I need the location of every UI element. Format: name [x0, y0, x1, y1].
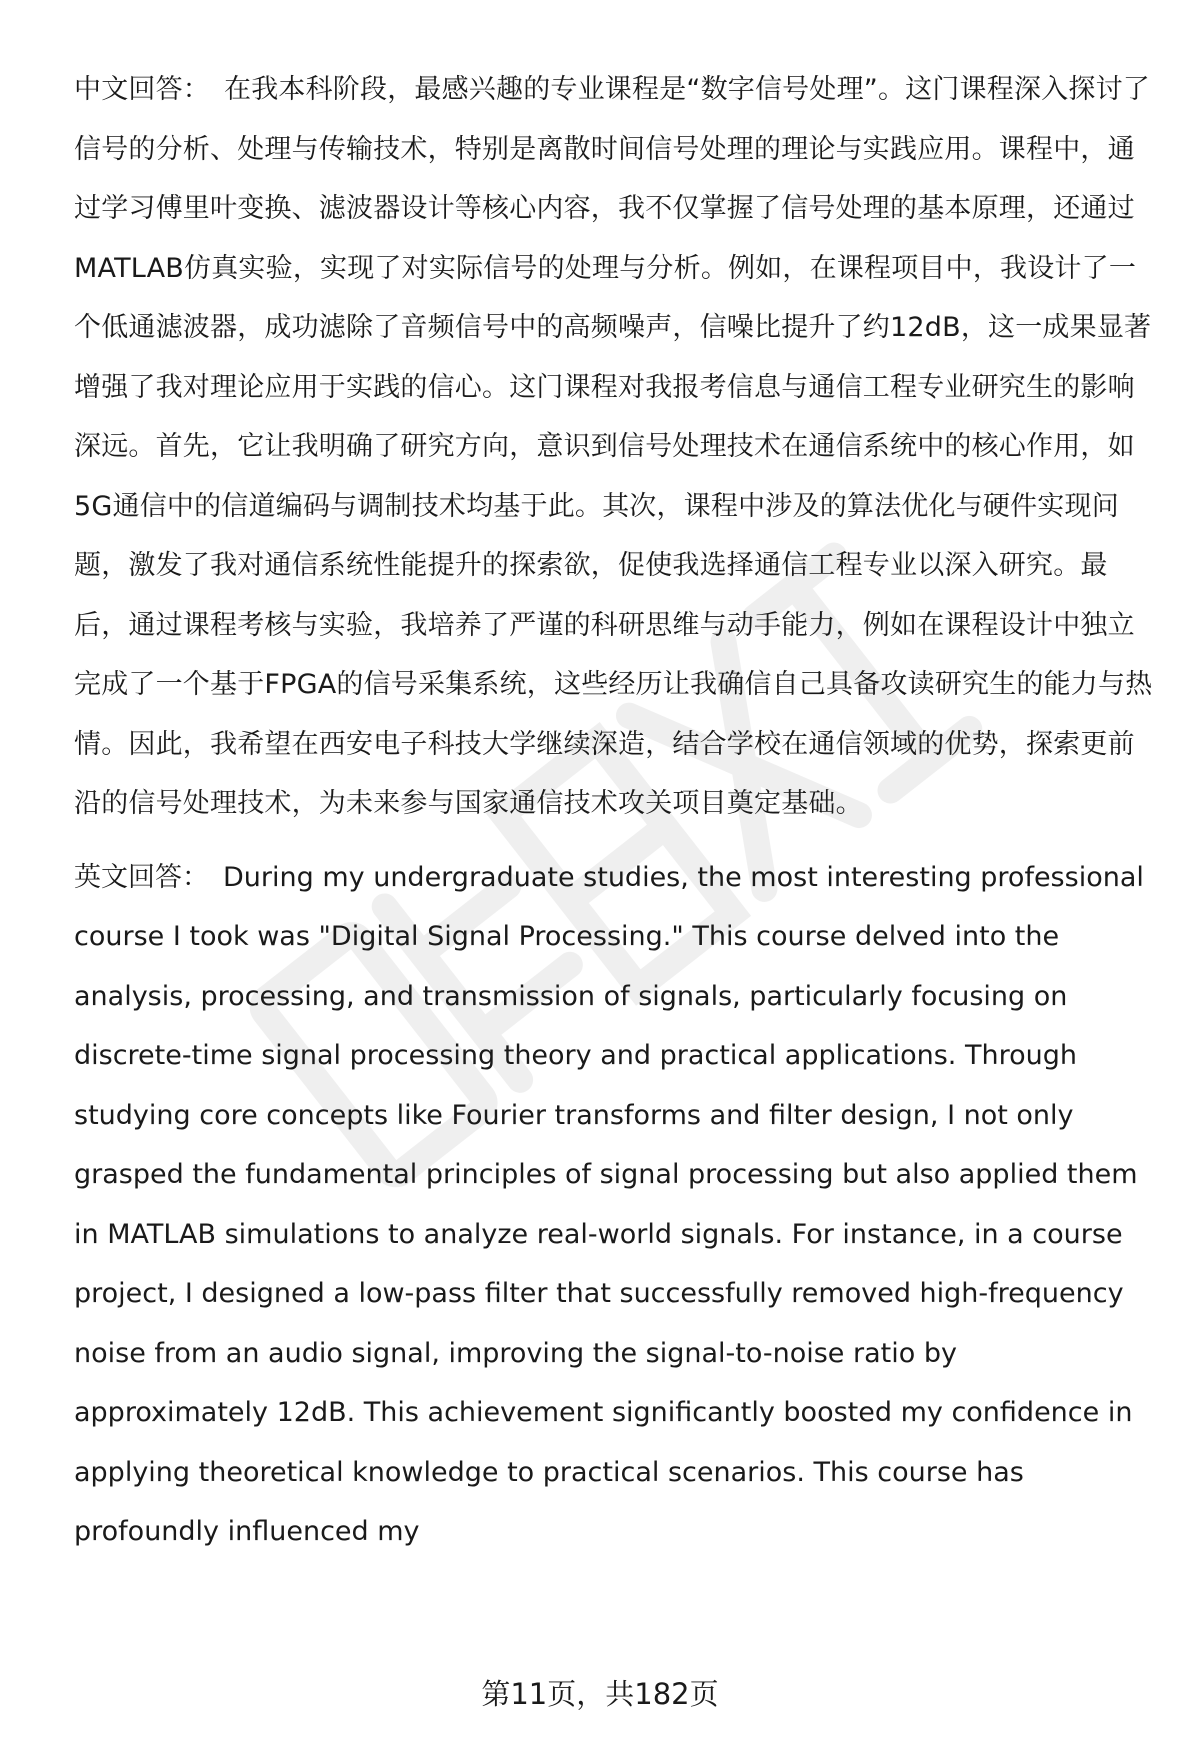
english-answer-paragraph [74, 848, 1159, 1562]
answer-content [74, 60, 1159, 1562]
page-indicator: 第11页，共182页 [481, 1677, 719, 1711]
chinese-answer-label: 中文回答： [74, 74, 210, 105]
english-answer-text: During my undergraduate studies, the most interesting professional course I took was "Digital Signal Processing." This course delved into the analysis, processing, and transmission of signals, particularly focusing on discrete-time signal processing theory and practical applications. Through studying core concepts like Fourier transforms and filter design, I not only grasped the fundamental principles of signal processing but also applied them in MATLAB simulations to analyze real-world signals. For instance, in a course project, I designed a low-pass filter that successfully removed high-frequency noise from an audio signal, improving the signal-to-noise ratio by approximately 12dB. This achievement significantly boosted my confidence in applying theoretical knowledge to practical scenarios. This course has profoundly influenced my [74, 861, 1144, 1547]
english-answer-label: 英文回答： [74, 861, 209, 893]
chinese-answer-text: 在我本科阶段，最感兴趣的专业课程是“数字信号处理”。这门课程深入探讨了信号的分析、处理与传输技术，特别是离散时间信号处理的理论与实践应用。课程中，通过学习傅里叶变换、滤波器设计等核心内容，我不仅掌握了信号处理的基本原理，还通过MATLAB仿真实验，实现了对实际信号的处理与分析。例如，在课程项目中，我设计了一个低通滤波器，成功滤除了音频信号中的高频噪声，信噪比提升了约12dB，这一成果显著增强了我对理论应用于实践的信心。这门课程对我报考信息与通信工程专业研究生的影响深远。首先，它让我明确了研究方向，意识到信号处理技术在通信系统中的核心作用，如5G通信中的信道编码与调制技术均基于此。其次，课程中涉及的算法优化与硬件实现问题，激发了我对通信系统性能提升的探索欲，促使我选择通信工程专业以深入研究。最后，通过课程考核与实验，我培养了严谨的科研思维与动手能力，例如在课程设计中独立完成了一个基于FPGA的信号采集系统，这些经历让我确信自己具备攻读研究生的能力与热情。因此，我希望在西安电子科技大学继续深造，结合学校在通信领域的优势，探索更前沿的信号处理技术，为未来参与国家通信技术攻关项目奠定基础。 [74, 74, 1153, 819]
chinese-answer-paragraph [74, 60, 1159, 834]
